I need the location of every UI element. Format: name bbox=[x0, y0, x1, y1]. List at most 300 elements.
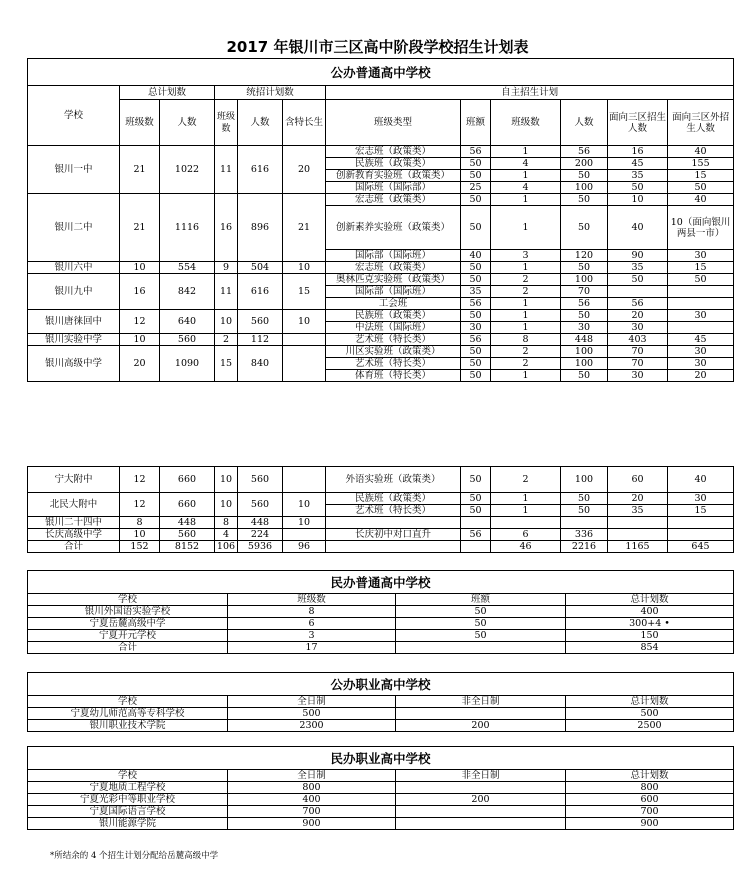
special-cell bbox=[283, 346, 326, 382]
quota-cell: 50 bbox=[461, 262, 491, 274]
table-cell: 900 bbox=[228, 818, 396, 830]
column-header: 全日制 bbox=[228, 696, 396, 708]
unified-class-cell: 11 bbox=[215, 274, 238, 310]
header-total-plan: 总计划数 bbox=[120, 86, 215, 100]
class-count-cell: 4 bbox=[491, 158, 561, 170]
total-people-cell: 560 bbox=[160, 334, 215, 346]
column-header: 学校 bbox=[28, 770, 228, 782]
quota-cell: 50 bbox=[461, 206, 491, 250]
table-row bbox=[28, 642, 734, 654]
quota-cell: 30 bbox=[461, 322, 491, 334]
table-cell: 宁夏岳麓高级中学 bbox=[28, 618, 228, 630]
three-district-cell: 70 bbox=[608, 358, 668, 370]
unified-people-cell: 840 bbox=[238, 346, 283, 382]
outside-district-cell: 50 bbox=[668, 182, 734, 194]
table-row bbox=[28, 493, 734, 505]
table-row bbox=[28, 194, 734, 206]
total-people-cell: 1022 bbox=[160, 146, 215, 194]
class-count-cell: 1 bbox=[491, 262, 561, 274]
class-type-cell: 国际班（国际部） bbox=[326, 182, 461, 194]
three-district-cell: 1165 bbox=[608, 541, 668, 553]
unified-people-cell: 560 bbox=[238, 467, 283, 493]
outside-district-cell: 15 bbox=[668, 505, 734, 517]
unified-people-cell: 616 bbox=[238, 274, 283, 310]
table-cell: 2500 bbox=[566, 720, 734, 732]
three-district-cell: 403 bbox=[608, 334, 668, 346]
outside-district-cell: 30 bbox=[668, 310, 734, 322]
total-class-cell: 20 bbox=[120, 346, 160, 382]
table-cell: 8 bbox=[228, 606, 396, 618]
three-district-cell: 40 bbox=[608, 206, 668, 250]
quota-cell: 50 bbox=[461, 358, 491, 370]
three-district-cell: 70 bbox=[608, 346, 668, 358]
class-type-cell: 国际部（国际班） bbox=[326, 250, 461, 262]
school-name-cell: 银川二中 bbox=[28, 194, 120, 262]
table-cell: 200 bbox=[396, 794, 566, 806]
special-cell: 20 bbox=[283, 146, 326, 194]
unified-class-cell: 16 bbox=[215, 194, 238, 262]
three-district-cell: 20 bbox=[608, 310, 668, 322]
unified-class-cell: 9 bbox=[215, 262, 238, 274]
header-row bbox=[28, 594, 734, 606]
quota-cell bbox=[461, 541, 491, 553]
table-cell: 50 bbox=[396, 618, 566, 630]
quota-cell: 35 bbox=[461, 286, 491, 298]
class-count-cell: 1 bbox=[491, 310, 561, 322]
table-cell: 合计 bbox=[28, 642, 228, 654]
table-cell: 800 bbox=[566, 782, 734, 794]
unified-class-cell: 106 bbox=[215, 541, 238, 553]
header-special: 含特长生 bbox=[283, 100, 326, 146]
unified-class-cell: 8 bbox=[215, 517, 238, 529]
outside-district-cell: 30 bbox=[668, 346, 734, 358]
public-general-table-bottom bbox=[27, 466, 734, 553]
total-people-cell: 554 bbox=[160, 262, 215, 274]
table-row bbox=[28, 606, 734, 618]
table-cell: 400 bbox=[566, 606, 734, 618]
section-title-private-vocational: 民办职业高中学校 bbox=[28, 747, 734, 770]
header-class-type: 班级类型 bbox=[326, 100, 461, 146]
class-count-cell: 6 bbox=[491, 529, 561, 541]
column-header: 非全日制 bbox=[396, 770, 566, 782]
column-header: 非全日制 bbox=[396, 696, 566, 708]
column-header: 班级数 bbox=[228, 594, 396, 606]
quota-cell: 50 bbox=[461, 194, 491, 206]
table-cell: 700 bbox=[228, 806, 396, 818]
unified-people-cell: 224 bbox=[238, 529, 283, 541]
unified-people-cell: 112 bbox=[238, 334, 283, 346]
header-unified-plan: 统招计划数 bbox=[215, 86, 326, 100]
quota-cell: 56 bbox=[461, 298, 491, 310]
quota-cell: 50 bbox=[461, 505, 491, 517]
total-people-cell: 640 bbox=[160, 310, 215, 334]
table-cell: 600 bbox=[566, 794, 734, 806]
three-district-cell bbox=[608, 517, 668, 529]
quota-cell: 50 bbox=[461, 370, 491, 382]
school-name-cell: 宁大附中 bbox=[28, 467, 120, 493]
outside-district-cell: 30 bbox=[668, 493, 734, 505]
people-cell: 100 bbox=[561, 274, 608, 286]
special-cell: 15 bbox=[283, 274, 326, 310]
column-header: 总计划数 bbox=[566, 696, 734, 708]
class-count-cell: 1 bbox=[491, 493, 561, 505]
total-people-cell: 660 bbox=[160, 493, 215, 517]
three-district-cell: 56 bbox=[608, 298, 668, 310]
column-header: 全日制 bbox=[228, 770, 396, 782]
people-cell: 30 bbox=[561, 322, 608, 334]
total-people-cell: 660 bbox=[160, 467, 215, 493]
column-header: 班额 bbox=[396, 594, 566, 606]
three-district-cell: 30 bbox=[608, 322, 668, 334]
total-people-cell: 1090 bbox=[160, 346, 215, 382]
header-class-vertical: 班级数 bbox=[215, 100, 238, 146]
total-class-cell: 10 bbox=[120, 529, 160, 541]
column-header: 学校 bbox=[28, 594, 228, 606]
total-class-cell: 12 bbox=[120, 310, 160, 334]
people-cell: 336 bbox=[561, 529, 608, 541]
class-count-cell: 2 bbox=[491, 346, 561, 358]
table-row bbox=[28, 541, 734, 553]
outside-district-cell bbox=[668, 529, 734, 541]
people-cell: 50 bbox=[561, 493, 608, 505]
class-type-cell: 民族班（政策类） bbox=[326, 310, 461, 322]
unified-class-cell: 15 bbox=[215, 346, 238, 382]
table-row bbox=[28, 310, 734, 322]
outside-district-cell bbox=[668, 517, 734, 529]
people-cell: 50 bbox=[561, 370, 608, 382]
table-row bbox=[28, 262, 734, 274]
total-class-cell: 10 bbox=[120, 262, 160, 274]
table-row bbox=[28, 517, 734, 529]
table-row bbox=[28, 794, 734, 806]
total-class-cell: 12 bbox=[120, 467, 160, 493]
outside-district-cell: 45 bbox=[668, 334, 734, 346]
class-type-cell: 川区实验班（政策类） bbox=[326, 346, 461, 358]
table-row bbox=[28, 529, 734, 541]
class-count-cell: 2 bbox=[491, 286, 561, 298]
table-cell: 500 bbox=[228, 708, 396, 720]
outside-district-cell: 645 bbox=[668, 541, 734, 553]
special-cell: 96 bbox=[283, 541, 326, 553]
table-cell: 800 bbox=[228, 782, 396, 794]
three-district-cell bbox=[608, 529, 668, 541]
special-cell: 10 bbox=[283, 310, 326, 334]
class-count-cell: 46 bbox=[491, 541, 561, 553]
header-class-count: 班级数 bbox=[491, 100, 561, 146]
quota-cell: 56 bbox=[461, 529, 491, 541]
outside-district-cell: 50 bbox=[668, 274, 734, 286]
three-district-cell: 50 bbox=[608, 182, 668, 194]
public-vocational-table bbox=[27, 672, 734, 732]
header-row bbox=[28, 696, 734, 708]
table-cell: 银川外国语实验学校 bbox=[28, 606, 228, 618]
table-cell: 17 bbox=[228, 642, 396, 654]
table-row bbox=[28, 630, 734, 642]
total-class-cell: 12 bbox=[120, 493, 160, 517]
class-count-cell: 1 bbox=[491, 298, 561, 310]
three-district-cell: 45 bbox=[608, 158, 668, 170]
people-cell: 100 bbox=[561, 467, 608, 493]
class-type-cell: 民族班（政策类） bbox=[326, 158, 461, 170]
total-people-cell: 842 bbox=[160, 274, 215, 310]
table-row bbox=[28, 782, 734, 794]
three-district-cell: 90 bbox=[608, 250, 668, 262]
people-cell bbox=[561, 517, 608, 529]
total-class-cell: 8 bbox=[120, 517, 160, 529]
three-district-cell: 35 bbox=[608, 262, 668, 274]
table-cell bbox=[396, 782, 566, 794]
people-cell: 100 bbox=[561, 346, 608, 358]
school-name-cell: 长庆高级中学 bbox=[28, 529, 120, 541]
outside-district-cell: 40 bbox=[668, 194, 734, 206]
header-three-district: 面向三区招生人数 bbox=[608, 100, 668, 146]
table-cell: 宁夏国际语言学校 bbox=[28, 806, 228, 818]
special-cell: 10 bbox=[283, 517, 326, 529]
class-type-cell: 创新素养实验班（政策类） bbox=[326, 206, 461, 250]
header-school: 学校 bbox=[28, 86, 120, 146]
special-cell bbox=[283, 334, 326, 346]
outside-district-cell: 40 bbox=[668, 146, 734, 158]
special-cell bbox=[283, 529, 326, 541]
quota-cell: 56 bbox=[461, 146, 491, 158]
class-type-cell: 宏志班（政策类） bbox=[326, 194, 461, 206]
section-title-public-vocational: 公办职业高中学校 bbox=[28, 673, 734, 696]
total-class-cell: 21 bbox=[120, 146, 160, 194]
school-name-cell: 合计 bbox=[28, 541, 120, 553]
unified-people-cell: 504 bbox=[238, 262, 283, 274]
special-cell bbox=[283, 467, 326, 493]
school-name-cell: 银川九中 bbox=[28, 274, 120, 310]
class-type-cell: 艺术班（特长类） bbox=[326, 505, 461, 517]
class-type-cell: 宏志班（政策类） bbox=[326, 262, 461, 274]
table-cell: 2300 bbox=[228, 720, 396, 732]
table-cell: 6 bbox=[228, 618, 396, 630]
column-header: 总计划数 bbox=[566, 594, 734, 606]
unified-people-cell: 448 bbox=[238, 517, 283, 529]
header-quota: 班额 bbox=[461, 100, 491, 146]
class-count-cell: 1 bbox=[491, 146, 561, 158]
table-cell: 900 bbox=[566, 818, 734, 830]
header-people: 人数 bbox=[160, 100, 215, 146]
table-cell: 854 bbox=[566, 642, 734, 654]
column-header: 总计划数 bbox=[566, 770, 734, 782]
school-name-cell: 银川高级中学 bbox=[28, 346, 120, 382]
quota-cell bbox=[461, 517, 491, 529]
class-type-cell: 体育班（特长类） bbox=[326, 370, 461, 382]
people-cell: 448 bbox=[561, 334, 608, 346]
outside-district-cell bbox=[668, 298, 734, 310]
table-cell: 400 bbox=[228, 794, 396, 806]
unified-class-cell: 10 bbox=[215, 493, 238, 517]
outside-district-cell: 30 bbox=[668, 358, 734, 370]
three-district-cell bbox=[608, 286, 668, 298]
quota-cell: 50 bbox=[461, 467, 491, 493]
outside-district-cell: 20 bbox=[668, 370, 734, 382]
three-district-cell: 16 bbox=[608, 146, 668, 158]
school-name-cell: 银川实验中学 bbox=[28, 334, 120, 346]
section-title-private-general: 民办普通高中学校 bbox=[28, 571, 734, 594]
outside-district-cell: 40 bbox=[668, 467, 734, 493]
unified-people-cell: 616 bbox=[238, 146, 283, 194]
class-count-cell: 1 bbox=[491, 322, 561, 334]
class-type-cell bbox=[326, 541, 461, 553]
total-class-cell: 21 bbox=[120, 194, 160, 262]
people-cell: 50 bbox=[561, 505, 608, 517]
private-vocational-table bbox=[27, 746, 734, 830]
total-people-cell: 560 bbox=[160, 529, 215, 541]
unified-people-cell: 560 bbox=[238, 493, 283, 517]
table-row bbox=[28, 806, 734, 818]
class-type-cell: 宏志班（政策类） bbox=[326, 146, 461, 158]
quota-cell: 50 bbox=[461, 310, 491, 322]
unified-class-cell: 4 bbox=[215, 529, 238, 541]
table-cell: 200 bbox=[396, 720, 566, 732]
table-cell: 宁夏光彩中等职业学校 bbox=[28, 794, 228, 806]
people-cell: 120 bbox=[561, 250, 608, 262]
outside-district-cell bbox=[668, 322, 734, 334]
quota-cell: 56 bbox=[461, 334, 491, 346]
table-cell: 700 bbox=[566, 806, 734, 818]
header-outside-district: 面向三区外招生人数 bbox=[668, 100, 734, 146]
table-cell bbox=[396, 708, 566, 720]
table-row bbox=[28, 708, 734, 720]
three-district-cell: 30 bbox=[608, 370, 668, 382]
unified-class-cell: 2 bbox=[215, 334, 238, 346]
people-cell: 70 bbox=[561, 286, 608, 298]
people-cell: 50 bbox=[561, 262, 608, 274]
unified-class-cell: 10 bbox=[215, 310, 238, 334]
quota-cell: 50 bbox=[461, 274, 491, 286]
class-count-cell: 1 bbox=[491, 206, 561, 250]
header-people: 人数 bbox=[238, 100, 283, 146]
class-type-cell: 创新教育实验班（政策类） bbox=[326, 170, 461, 182]
outside-district-cell: 15 bbox=[668, 262, 734, 274]
header-class-count: 班级数 bbox=[120, 100, 160, 146]
unified-class-cell: 10 bbox=[215, 467, 238, 493]
three-district-cell: 35 bbox=[608, 505, 668, 517]
class-count-cell: 2 bbox=[491, 467, 561, 493]
school-name-cell: 银川唐徕回中 bbox=[28, 310, 120, 334]
table-cell: 500 bbox=[566, 708, 734, 720]
table-cell bbox=[396, 642, 566, 654]
school-name-cell: 银川一中 bbox=[28, 146, 120, 194]
table-cell: 银川能源学院 bbox=[28, 818, 228, 830]
class-count-cell: 3 bbox=[491, 250, 561, 262]
outside-district-cell: 155 bbox=[668, 158, 734, 170]
school-name-cell: 银川二十四中 bbox=[28, 517, 120, 529]
class-type-cell: 奥林匹克实验班（政策类） bbox=[326, 274, 461, 286]
class-type-cell: 国际部（国际班） bbox=[326, 286, 461, 298]
people-cell: 50 bbox=[561, 310, 608, 322]
table-cell: 50 bbox=[396, 630, 566, 642]
page-title: 2017 年银川市三区高中阶段学校招生计划表 bbox=[226, 38, 529, 56]
unified-people-cell: 560 bbox=[238, 310, 283, 334]
outside-district-cell: 10（面向银川两县一市） bbox=[668, 206, 734, 250]
table-row bbox=[28, 618, 734, 630]
public-general-table-top bbox=[27, 58, 734, 382]
total-class-cell: 16 bbox=[120, 274, 160, 310]
people-cell: 50 bbox=[561, 194, 608, 206]
people-cell: 2216 bbox=[561, 541, 608, 553]
total-people-cell: 448 bbox=[160, 517, 215, 529]
table-row bbox=[28, 346, 734, 358]
footnote: *所结余的 4 个招生计划分配给岳麓高级中学 bbox=[50, 851, 219, 861]
people-cell: 100 bbox=[561, 182, 608, 194]
private-general-table bbox=[27, 570, 734, 654]
quota-cell: 25 bbox=[461, 182, 491, 194]
table-cell: 3 bbox=[228, 630, 396, 642]
table-cell bbox=[396, 818, 566, 830]
quota-cell: 50 bbox=[461, 170, 491, 182]
table-cell: 宁夏幼儿师范高等专科学校 bbox=[28, 708, 228, 720]
class-type-cell bbox=[326, 517, 461, 529]
special-cell: 21 bbox=[283, 194, 326, 262]
people-cell: 50 bbox=[561, 170, 608, 182]
table-row bbox=[28, 334, 734, 346]
class-count-cell: 1 bbox=[491, 194, 561, 206]
total-people-cell: 1116 bbox=[160, 194, 215, 262]
outside-district-cell: 30 bbox=[668, 250, 734, 262]
quota-cell: 50 bbox=[461, 493, 491, 505]
people-cell: 56 bbox=[561, 298, 608, 310]
class-count-cell bbox=[491, 517, 561, 529]
school-name-cell: 银川六中 bbox=[28, 262, 120, 274]
three-district-cell: 35 bbox=[608, 170, 668, 182]
header-row bbox=[28, 770, 734, 782]
special-cell: 10 bbox=[283, 493, 326, 517]
school-name-cell: 北民大附中 bbox=[28, 493, 120, 517]
class-count-cell: 1 bbox=[491, 505, 561, 517]
table-cell: 银川职业技术学院 bbox=[28, 720, 228, 732]
header-self-plan: 自主招生计划 bbox=[326, 86, 734, 100]
table-row bbox=[28, 274, 734, 286]
quota-cell: 40 bbox=[461, 250, 491, 262]
unified-class-cell: 11 bbox=[215, 146, 238, 194]
table-cell: 300+4 • bbox=[566, 618, 734, 630]
class-type-cell: 艺术班（特长类） bbox=[326, 358, 461, 370]
outside-district-cell: 15 bbox=[668, 170, 734, 182]
three-district-cell: 20 bbox=[608, 493, 668, 505]
table-row bbox=[28, 720, 734, 732]
table-cell: 宁夏地质工程学校 bbox=[28, 782, 228, 794]
unified-people-cell: 5936 bbox=[238, 541, 283, 553]
class-type-cell: 长庆初中对口直升 bbox=[326, 529, 461, 541]
total-class-cell: 10 bbox=[120, 334, 160, 346]
section-title-public-general: 公办普通高中学校 bbox=[28, 59, 734, 86]
table-cell bbox=[396, 806, 566, 818]
table-row bbox=[28, 146, 734, 158]
three-district-cell: 50 bbox=[608, 274, 668, 286]
header-people: 人数 bbox=[561, 100, 608, 146]
class-count-cell: 4 bbox=[491, 182, 561, 194]
outside-district-cell bbox=[668, 286, 734, 298]
quota-cell: 50 bbox=[461, 158, 491, 170]
total-people-cell: 8152 bbox=[160, 541, 215, 553]
table-row bbox=[28, 818, 734, 830]
class-type-cell: 外语实验班（政策类） bbox=[326, 467, 461, 493]
class-type-cell: 民族班（政策类） bbox=[326, 493, 461, 505]
table-cell: 宁夏开元学校 bbox=[28, 630, 228, 642]
total-class-cell: 152 bbox=[120, 541, 160, 553]
class-count-cell: 8 bbox=[491, 334, 561, 346]
table-row bbox=[28, 467, 734, 493]
column-header: 学校 bbox=[28, 696, 228, 708]
people-cell: 50 bbox=[561, 206, 608, 250]
three-district-cell: 60 bbox=[608, 467, 668, 493]
class-count-cell: 2 bbox=[491, 274, 561, 286]
table-cell: 150 bbox=[566, 630, 734, 642]
class-type-cell: 艺术班（特长类） bbox=[326, 334, 461, 346]
